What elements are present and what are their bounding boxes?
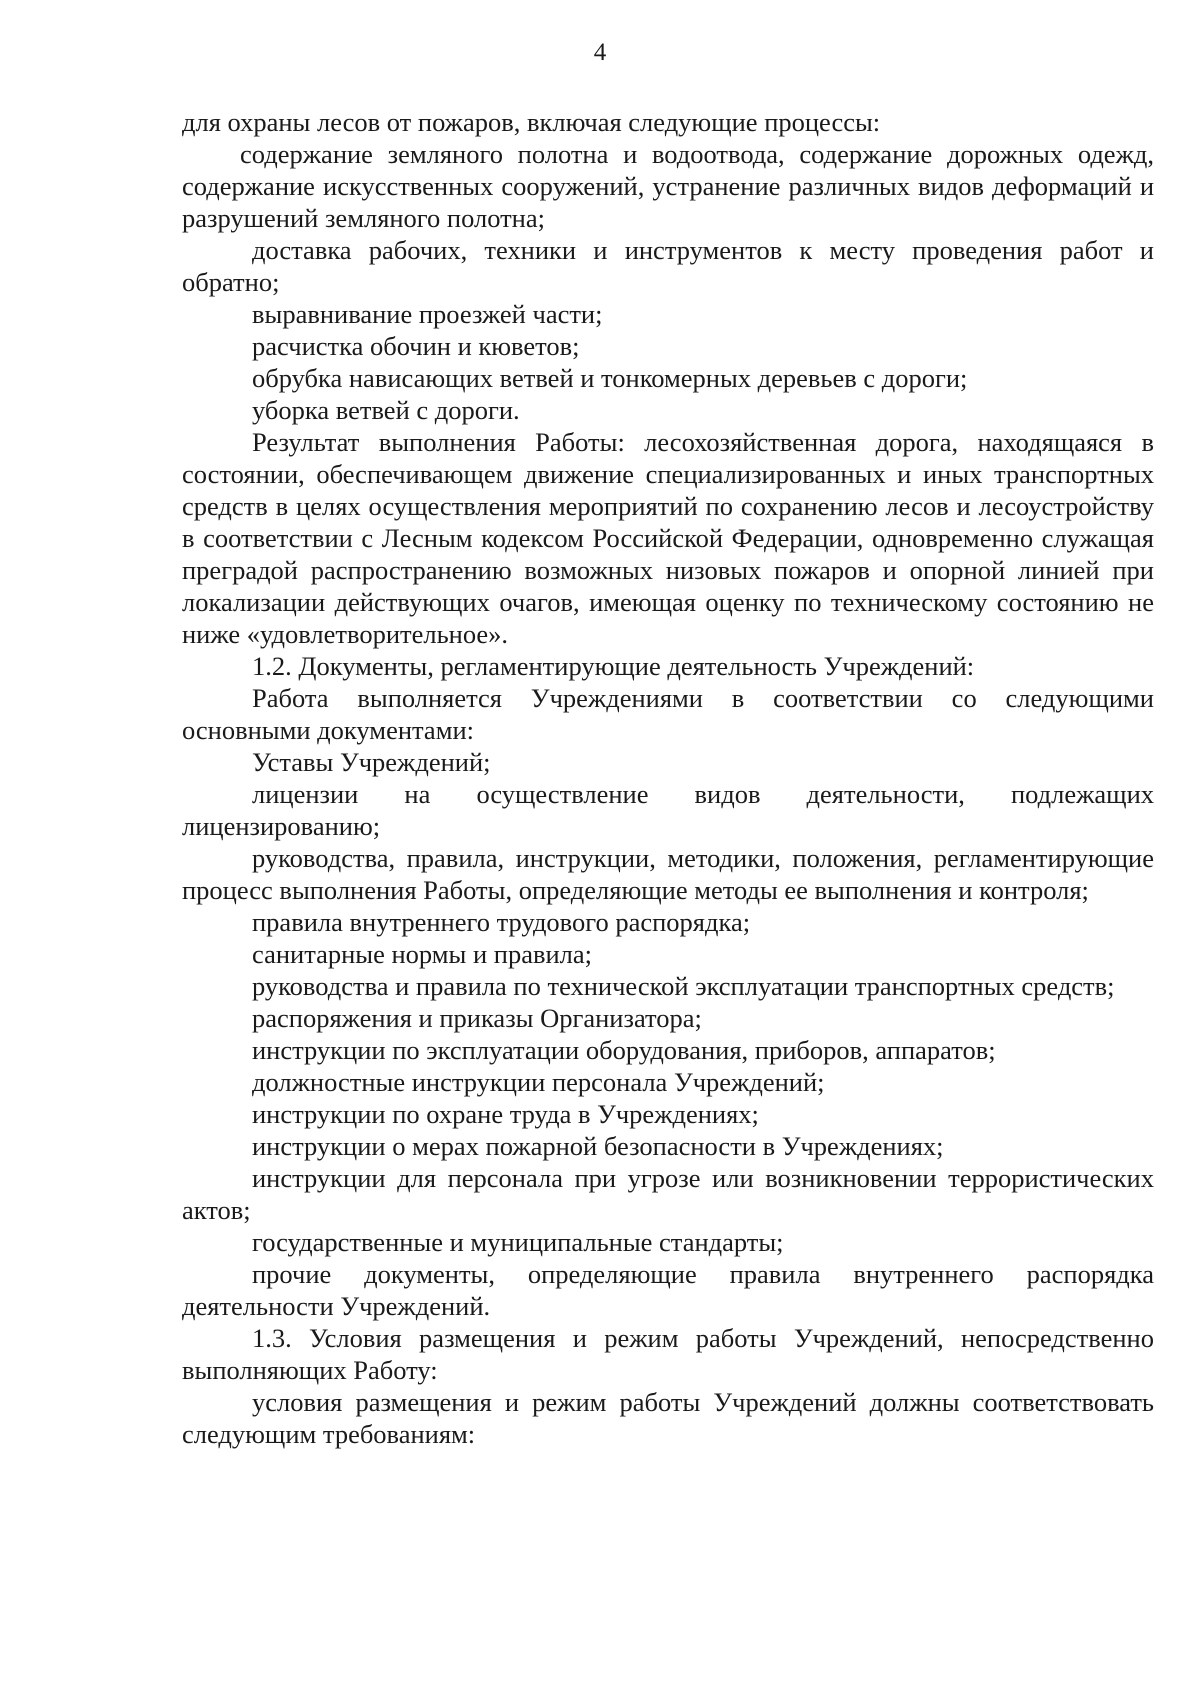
list-item: инструкции по эксплуатации оборудования, приборов, аппаратов; xyxy=(252,1035,996,1065)
paragraph: Работа выполняется Учреждениями в соответствии со следующими основными документами: xyxy=(182,683,1154,745)
list-item: инструкции о мерах пожарной безопасности в Учреждениях; xyxy=(252,1131,944,1161)
paragraph: расчистка обочин и кюветов; xyxy=(252,331,580,361)
paragraph: выравнивание проезжей части; xyxy=(252,299,603,329)
page-number: 4 xyxy=(593,39,607,66)
paragraph: для охраны лесов от пожаров, включая следующие процессы: xyxy=(182,107,881,137)
list-item: государственные и муниципальные стандарты; xyxy=(252,1227,784,1257)
list-item: распоряжения и приказы Организатора; xyxy=(252,1003,702,1033)
list-item: санитарные нормы и правила; xyxy=(252,939,593,969)
paragraph: обрубка нависающих ветвей и тонкомерных деревьев с дороги; xyxy=(252,363,968,393)
list-item: правила внутреннего трудового распорядка; xyxy=(252,907,751,937)
section-heading-1-3: 1.3. Условия размещения и режим работы Учреждений, непосредственно выполняющих Работу: xyxy=(182,1323,1154,1385)
list-item: лицензии на осуществление видов деятельности, подлежащих лицензированию; xyxy=(182,779,1154,841)
list-item: инструкции по охране труда в Учреждениях; xyxy=(252,1099,759,1129)
paragraph: уборка ветвей с дороги. xyxy=(252,395,520,425)
list-item: Уставы Учреждений; xyxy=(252,747,491,777)
list-item: руководства и правила по технической эксплуатации транспортных средств; xyxy=(252,971,1115,1001)
list-item: прочие документы, определяющие правила внутреннего распорядка деятельности Учреждений. xyxy=(182,1259,1154,1321)
section-heading-1-2: 1.2. Документы, регламентирующие деятельность Учреждений: xyxy=(252,651,975,681)
paragraph: доставка рабочих, техники и инструментов к месту проведения работ и обратно; xyxy=(182,235,1154,297)
list-item: инструкции для персонала при угрозе или возникновении террористических актов; xyxy=(182,1163,1154,1225)
paragraph: Результат выполнения Работы: лесохозяйственная дорога, находящаяся в состоянии, обеспечивающем движение специализированных и иных транспортных средств в целях осуществления мероприятий по сохранению лесов и лесоустройству в соответствии с Лесным кодексом Российской Федерации, одновременно служащая преградой распространению возможных низовых пожаров и опорной линией при локализации действующих очагов, имеющая оценку по техническому состоянию не ниже «удовлетворительное». xyxy=(182,427,1154,649)
document-body xyxy=(182,106,1154,1450)
paragraph: содержание земляного полотна и водоотвода, содержание дорожных одежд, содержание искусственных сооружений, устранение различных видов деформаций и разрушений земляного полотна; xyxy=(182,139,1154,233)
list-item: руководства, правила, инструкции, методики, положения, регламентирующие процесс выполнения Работы, определяющие методы ее выполнения и контроля; xyxy=(182,843,1154,905)
paragraph: условия размещения и режим работы Учреждений должны соответствовать следующим требованиям: xyxy=(182,1387,1154,1449)
list-item: должностные инструкции персонала Учреждений; xyxy=(252,1067,825,1097)
